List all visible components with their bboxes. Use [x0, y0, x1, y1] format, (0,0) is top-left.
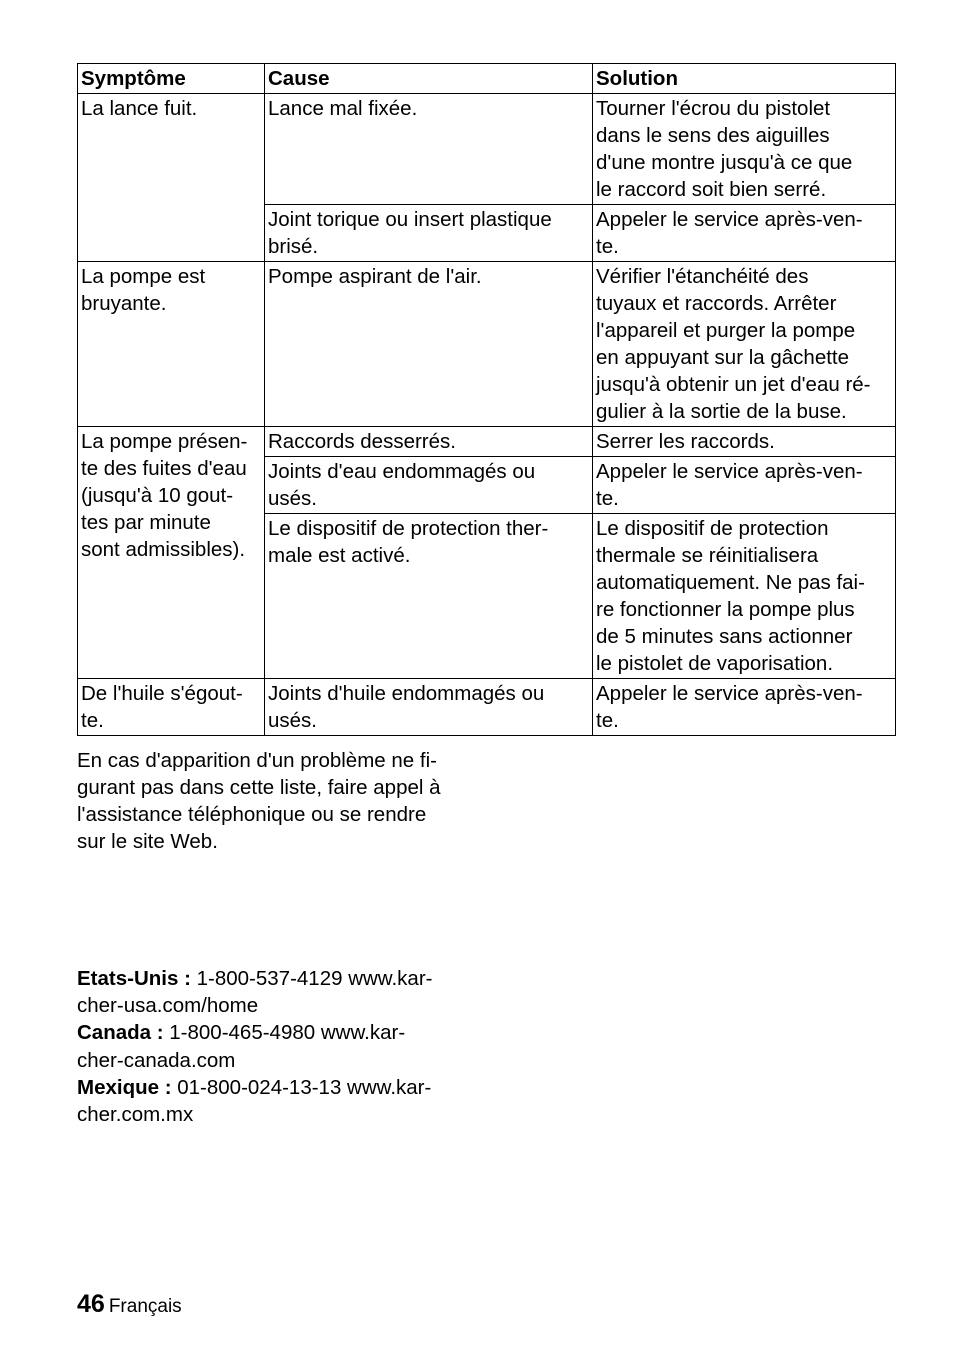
- cause-cell: Lance mal fixée.: [265, 94, 593, 205]
- page-language: Français: [108, 1296, 182, 1317]
- contact-list: [77, 965, 497, 1128]
- cause-cell: Pompe aspirant de l'air.: [265, 262, 593, 427]
- table-row: [78, 427, 896, 457]
- symptom-cell: La pompe est bruyante.: [78, 262, 265, 427]
- cause-cell: Joint torique ou insert plastique brisé.: [265, 205, 593, 262]
- solution-cell: Appeler le service après-ven- te.: [593, 457, 896, 514]
- page-number: 46: [77, 1290, 105, 1318]
- cause-cell: Joints d'huile endommagés ou usés.: [265, 679, 593, 736]
- contact-usa: [77, 965, 497, 1019]
- solution-cell: Serrer les raccords.: [593, 427, 896, 457]
- symptom-cell: De l'huile s'égout- te.: [78, 679, 265, 736]
- contact-country: Mexique :: [77, 1075, 172, 1099]
- contact-details: 1-800-537-4129 www.kar- cher-usa.com/home: [77, 967, 433, 1018]
- table-row: [78, 679, 896, 736]
- solution-cell: Le dispositif de protection thermale se réinitialisera automatiquement. Ne pas fai- re fonctionner la pompe plus de 5 minutes sans actionner le pistolet de vaporisation.: [593, 514, 896, 679]
- solution-cell: Appeler le service après-ven- te.: [593, 679, 896, 736]
- solution-cell: Appeler le service après-ven- te.: [593, 205, 896, 262]
- contact-country: Etats-Unis :: [77, 967, 191, 990]
- table-row: [78, 262, 896, 427]
- table-row: [78, 94, 896, 205]
- symptom-cell: La lance fuit.: [78, 94, 265, 262]
- header-solution: Solution: [593, 64, 896, 94]
- table-header-row: [78, 64, 896, 94]
- header-symptom: Symptôme: [78, 64, 265, 94]
- contact-country: Canada :: [77, 1021, 164, 1045]
- symptom-cell: La pompe présen- te des fuites d'eau (jusqu'à 10 gout- tes par minute sont admissibles).: [78, 427, 265, 679]
- cause-cell: Raccords desserrés.: [265, 427, 593, 457]
- troubleshooting-table: [77, 63, 896, 736]
- support-note: En cas d'apparition d'un problème ne fi- gurant pas dans cette liste, faire appel à l'assistance téléphonique ou se rendre sur le site Web.: [77, 749, 441, 853]
- contact-details: 01-800-024-13-13 www.kar- cher.com.mx: [77, 1075, 432, 1127]
- cause-cell: Joints d'eau endommagés ou usés.: [265, 457, 593, 514]
- solution-cell: Vérifier l'étanchéité des tuyaux et raccords. Arrêter l'appareil et purger la pompe en appuyant sur la gâchette jusqu'à obtenir un jet d'eau ré- gulier à la sortie de la buse.: [593, 262, 896, 427]
- cause-cell: Le dispositif de protection ther- male est activé.: [265, 514, 593, 679]
- header-cause: Cause: [265, 64, 593, 94]
- contact-details: 1-800-465-4980 www.kar- cher-canada.com: [77, 1021, 406, 1072]
- solution-cell: Tourner l'écrou du pistolet dans le sens des aiguilles d'une montre jusqu'à ce que le raccord soit bien serré.: [593, 94, 896, 205]
- contact-canada: [77, 1019, 497, 1073]
- contact-mexico: [77, 1074, 497, 1128]
- page-footer: [77, 1290, 182, 1319]
